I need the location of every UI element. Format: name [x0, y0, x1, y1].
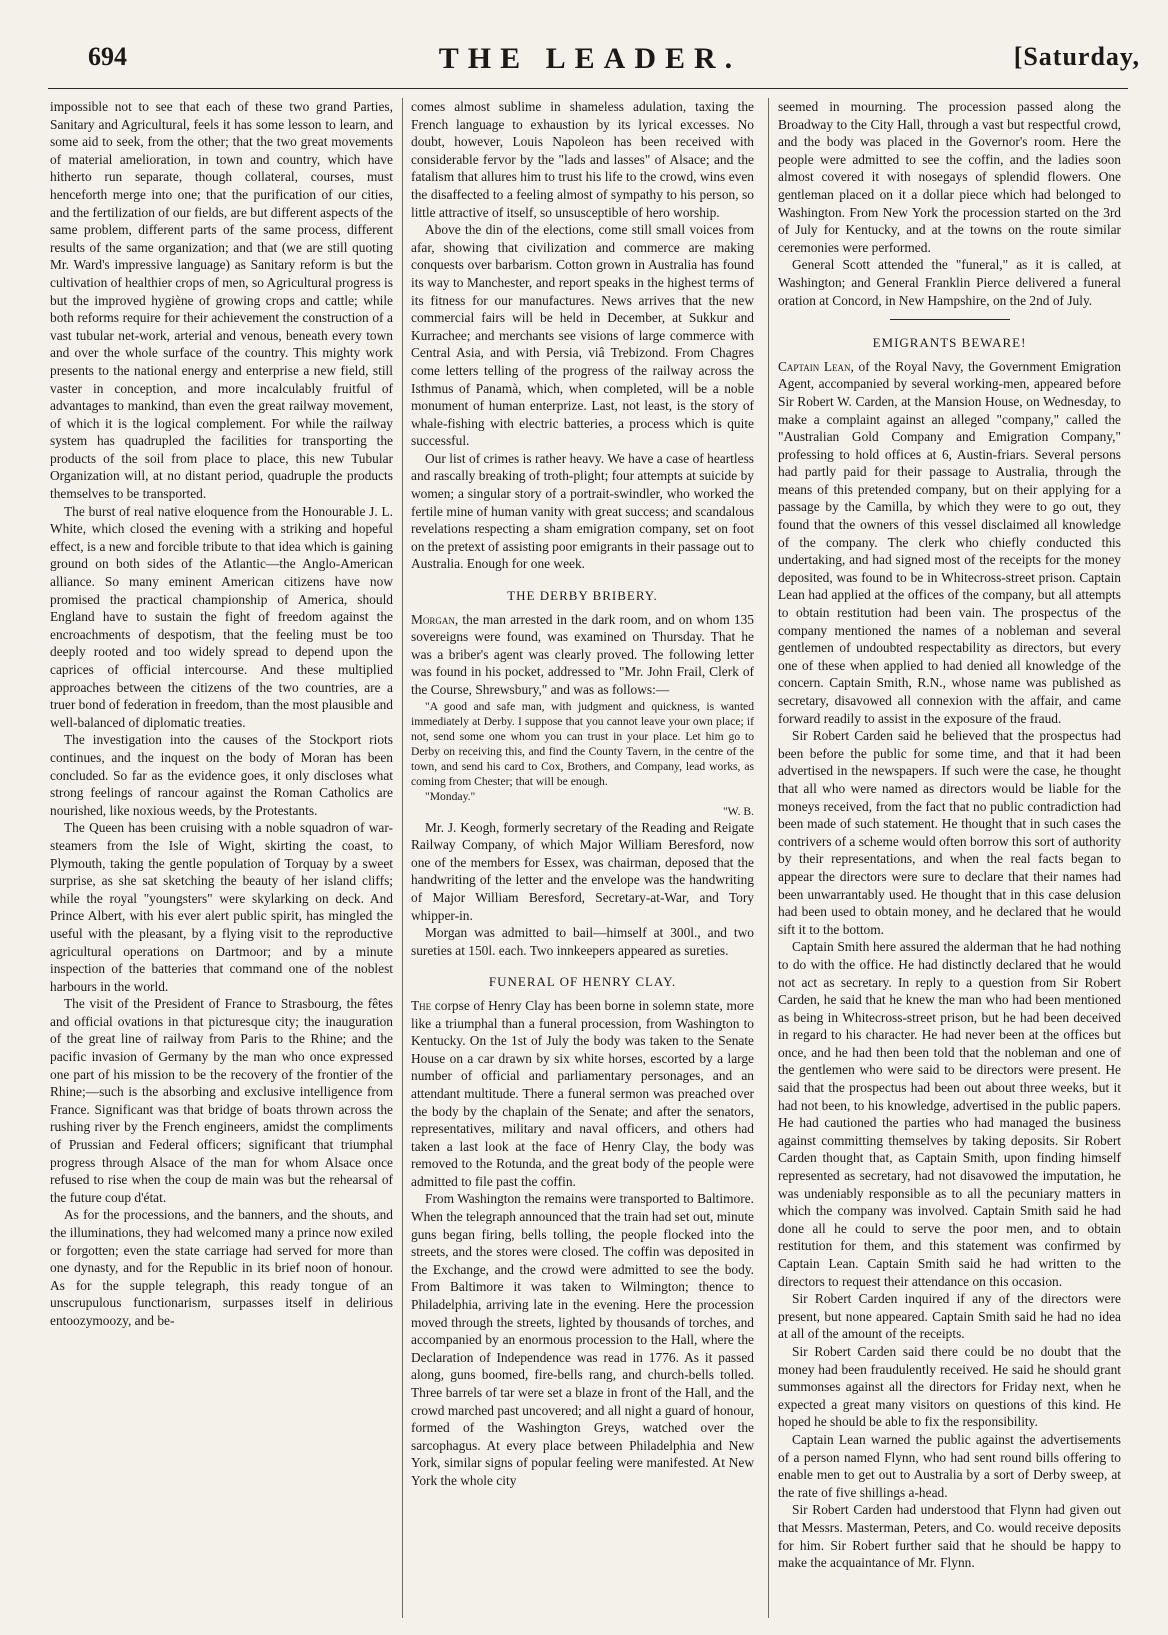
article-paragraph [778, 358, 1121, 727]
quoted-letter: "A good and safe man, with judgment and quickness, is wanted immediately at Derby. I suppose that you cannot leave your own place; if not, send some one whom you can trust in your place. Let him go to Derby on receiving this, and find the County Tavern, in the centre of the town, and send his card to Cox, Brothers, and Company, lead works, as coming from Chester; that will be enough. [411, 699, 754, 788]
paragraph: Above the din of the elections, come still small voices from afar, showing that civilization and commerce are making conquests over barbarism. Cotton grown in Australia has found its way to Manchester, and report speaks in the highest terms of its fitness for our manufactures. News arrives that the new commercial fairs will be held in December, at Sukkur and Kurrachee; and merchants see visions of large commerce with Central Asia, and with Persia, viâ Trebizond. From Chagres come letters telling of the progress of the railway across the Isthmus of Panamà, which, when completed, will be a noble monument of human enterprize. Last, not least, is the story of whale-fishing with electric batteries, a process which is quite successful. [411, 222, 754, 449]
paragraph: The Queen has been cruising with a noble squadron of war-steamers from the Isle of Wight, skirting the coast, to Plymouth, taking the gentle population of Torquay by a sweet surprise, as she sat sketching the beauty of her island cliffs; while the royal "youngsters" were skylarking on deck. And Prince Albert, with his ever alert public spirit, has mingled the useful with the pleasant, by a flying visit to the reproductive agricultural operations on Dartmoor; and by a minute inspection of the batteries that command one of the noblest harbours in the world. [50, 820, 393, 994]
letter-signature: "W. B. [722, 804, 754, 818]
paragraph: Mr. J. Keogh, formerly secretary of the Reading and Reigate Railway Company, of which Major William Beresford, now one of the members for Essex, was chairman, deposed that the handwriting of the letter and the envelope was the handwriting of Major William Beresford, Secretary-at-War, and Tory whipper-in. [411, 819, 754, 923]
paragraph: Sir Robert Carden had understood that Flynn had given out that Messrs. Masterman, Peters, and Co. would receive deposits for him. Sir Robert further said that he should be happy to make the acquaintance of Mr. Flynn. [778, 1502, 1121, 1571]
lead-word: Captain Lean, [778, 358, 854, 374]
column-right [778, 98, 1121, 1620]
masthead-title: THE LEADER. [438, 42, 742, 75]
paragraph: impossible not to see that each of these two grand Parties, Sanitary and Agricultural, feels it has some lesson to learn, and some aid to seek, from the other; that the two great movements of material amelioration, in town and country, which have hitherto run separate, though collateral, courses, must henceforth merge into one; that the purification of our cities, and the fertilization of our fields, are but different aspects of the same problem, different parts of the same process, different results of the same organization; and that (we are still quoting Mr. Ward's impressive language) as Sanitary reform is but the cultivation of healthier crops of men, so Agricultural progress is but the improved hygiène of growing crops and cattle; while both reforms require for their achievement the construction of a vast tubular net-work, arterial and venous, beneath every town and over the whole surface of the country. This mighty work presents to the national energy and enterprise a new field, still vaster in conception, and more incalculably fruitful of advantages to mankind, than even the great railway movement, of which it is the logical complement. For while the railway system has quadrupled the facilities for transporting the products of the soil from place to place, this new Tubular Organization will, at no distant period, quadruple the products themselves to be transported. [50, 99, 393, 502]
paragraph: The investigation into the causes of the Stockport riots continues, and the inquest on the body of Moran has been concluded. So far as the evidence goes, it only discloses what strong feelings of rancour against the Roman Catholics are nourished, like noxious weeds, by the Protestants. [50, 732, 393, 818]
paragraph: From Washington the remains were transported to Baltimore. When the telegraph announced that the train had set out, minute guns began firing, bells tolling, the people flocked into the streets, and the stores were closed. The coffin was deposited in the Exchange, and the crowd were admitted to see the body. From Baltimore it was taken to Wilmington; thence to Philadelphia, arriving late in the evening. Here the procession moved through the streets, lighted by thousands of torches, and accompanied by an enormous procession to the Hall, where the Declaration of Independence was read in 1776. As it passed along, guns boomed, fire-bells rang, and church-bells tolled. Three barrels of tar were set a blaze in front of the Hall, and the crowd marched past uncovered; and all night a guard of honour, formed of the Washington Greys, watched over the sarcophagus. At every place between Philadelphia and New York, similar signs of popular feeling were manifested. At New York the whole city [411, 1191, 754, 1488]
section-heading-emigrants: EMIGRANTS BEWARE! [872, 335, 1027, 351]
lead-word: Morgan, [411, 611, 459, 627]
page-header [40, 42, 1140, 88]
column-middle [411, 98, 754, 1620]
paragraph: seemed in mourning. The procession passed along the Broadway to the City Hall, through a vast but respectful crowd, and the body was placed in the Governor's room. Here the people were admitted to see the coffin, and the ladies soon almost covered it with nosegays of splendid flowers. One gentleman placed on it a dollar piece which had belonged to Washington. From New York the procession started on the 3rd of July for Kentucky, and at the towns on the route similar ceremonies were performed. [778, 99, 1121, 255]
letter-day: "Monday." [425, 789, 476, 803]
issue-day: [Saturday, [1013, 42, 1140, 71]
article-paragraph [411, 997, 754, 1191]
paragraph-text: of the Royal Navy, the Government Emigration Agent, accompanied by several working-men, appeared before Sir Robert W. Carden, at the Mansion House, on Wednesday, to make a complaint against an alleged "company," called the "Australian Gold Company and Emigration Company," professing to hold offices at 6, Austin-friars. Several persons had partly paid for their passage to Australia, through the means of this pretended company, but on their applying for a passage by the Camilla, by which they were to go out, they found that the owners of this vessel disclaimed all knowledge of the company. The clerk who chiefly conducted this undertaking, and had signed most of the receipts for the money deposited, was found to be in Whitecross-street prison. Captain Lean had applied at the offices of the company, but all attempts to obtain restitution had been vain. The prospectus of the company mentioned the names of a nobleman and several gentlemen of undoubted respectability as directors, but every one of these when applied to had denied all knowledge of the concern. Captain Smith, R.N., whose name was published as secretary, disavowed all connexion with the affair, and came forward readily to assist in the exposure of the fraud. [778, 358, 1121, 726]
header-rule [48, 88, 1128, 89]
paragraph: The burst of real native eloquence from the Honourable J. L. White, which closed the evening with a striking and hopeful effect, is a new and forcible tribute to that idea which is gaining ground on both sides of the Atlantic—the Anglo-American alliance. So many eminent American citizens have now promised the practical championship of America, should England have to sustain the fight of freedom against the encroachments of despotism, that the feeling must be too deeply rooted and too widely spread to depend upon the caprices of official intercourse. And these multiplied approaches between the citizens of the two countries, are a truer bond of federation in freedom, than the most plausible and well-balanced of diplomatic treaties. [50, 503, 393, 730]
paragraph: General Scott attended the "funeral," as it is called, at Washington; and General Franklin Pierce delivered a funeral oration at Concord, in New Hampshire, on the 2nd of July. [778, 257, 1121, 308]
paragraph: Our list of crimes is rather heavy. We have a case of heartless and rascally breaking of troth-plight; four attempts at suicide by women; a singular story of a portrait-swindler, who worked the fertile mine of human vanity with great success; and scandalous revelations respecting a sham emigration company, set on foot on the pretext of assisting poor emigrants in their passage out to Australia. Enough for one week. [411, 450, 754, 572]
paragraph: Captain Smith here assured the alderman that he had nothing to do with the office. He had distinctly declared that he would not act as secretary. In reply to a question from Sir Robert Carden, he said that he knew the man who had been mentioned as being in Whitecross-street prison, but he had been deceived in regard to his character. He had never been at the offices but once, and he had then been told that the nobleman and one of the gentlemen who were said to be directors were present. He said that the prospectus had been out about three weeks, but it had not been, to his knowledge, advertised in the public papers. He had cautioned the parties who had managed the business against committing themselves by taking deposits. Sir Robert Carden thought that, as Captain Smith, upon finding himself represented as secretary, had not disavowed the imputation, he was undeniably responsible as to all the pecuniary matters in which the company was involved. Captain Smith said he had done all he could to serve the poor men, and to obtain restitution for them, and this statement was confirmed by Captain Lean. Captain Smith said he had written to the directors to request their attendance on this occasion. [778, 939, 1121, 1289]
paragraph: Sir Robert Carden said there could be no doubt that the money had been fraudulently received. He said he should grant summonses against all the directors for Friday next, when he expected a great many visitors on questions of this kind. He hoped he should be able to fix the responsibility. [778, 1343, 1121, 1430]
column-left [50, 98, 393, 1620]
paragraph-text: corpse of Henry Clay has been borne in solemn state, more like a triumphal than a funeral procession, from Washington to Kentucky. On the 1st of July the body was taken to the Senate House on a car drawn by six white horses, escorted by a large number of official and parliamentary personages, and an attendant multitude. There a funeral sermon was preached over the body by the chaplain of the Senate; and after the senators, representatives, military and naval officers, and others had taken a last look at the face of Henry Clay, the body was removed to the Rotunda, and the great body of the people were admitted to file past the coffin. [411, 997, 754, 1189]
paragraph: Captain Lean warned the public against the advertisements of a person named Flynn, who had sent round bills offering to enable men to get out to Australia by a sort of Derby sweep, at the rate of five shillings a-head. [778, 1431, 1121, 1500]
section-rule [890, 319, 1010, 320]
paragraph: comes almost sublime in shameless adulation, taxing the French language to exhaustion by its lyrical excesses. No doubt, however, Louis Napoleon has been received with considerable fervor by the "lads and lasses" of Alsace; and the fatalism that allures him to trust his life to the crowd, wins even the disaffected to a feeling almost of sympathy to his person, so little attractive of itself, so unsusceptible of hero worship. [411, 99, 754, 220]
page-number: 694 [88, 42, 127, 71]
paragraph: The visit of the President of France to Strasbourg, the fêtes and official ovations in that picturesque city; the inauguration of the great line of railway from Paris to the Rhine; and the pacific invasion of Germany by the man who once expressed one part of his mission to be the recovery of the frontier of the Rhine;—such is the absorbing and exclusive intelligence from France. Significant was that bridge of boats thrown across the rushing river by the French engineers, amidst the compliments of Prussian and Federal officers; significant that triumphal progress through Alsace of the man for whom Alsace once refused to rise when the coup de main was but the rehearsal of the future coup d'état. [50, 996, 393, 1205]
section-heading-funeral: FUNERAL OF HENRY CLAY. [488, 974, 677, 990]
lead-word: The [411, 997, 432, 1013]
article-paragraph [411, 611, 754, 699]
column-divider [402, 98, 403, 1618]
paragraph: Sir Robert Carden said he believed that the prospectus had been before the public for some time, and that it had been advertised in the newspapers. If such were the case, he thought that all who were named as directors would be liable for the moneys received, from the fact that no public contradiction had been made of such statement. He thought that in such cases the contrivers of a scheme would often borrow this sort of authority by their representations, and when the real facts began to appear the directors were sure to declare that their names had been unwarrantably used. He thought that in this case delusion had been used to obtain money, and he declared that he would sift it to the bottom. [778, 728, 1121, 937]
paragraph: Morgan was admitted to bail—himself at 300l., and two sureties at 150l. each. Two innkeepers appeared as sureties. [411, 925, 754, 958]
column-divider [768, 98, 769, 1618]
paragraph: As for the processions, and the banners, and the shouts, and the illuminations, they had welcomed many a prince now exiled or forgotten; even the state carriage had served for more than one dynasty, and for the Republic in its brief noon of honour. As for the supple telegraph, this ready tongue of an unscrupulous functionarism, surpasses itself in delirious entoozymoozy, and be- [50, 1207, 393, 1328]
paragraph-text: the man arrested in the dark room, and on whom 135 sovereigns were found, was examined on Thursday. That he was a briber's agent was clearly proved. The following letter was found in his pocket, addressed to "Mr. John Frail, Clerk of the Course, Shrewsbury," and was as follows:— [411, 611, 754, 697]
paragraph: Sir Robert Carden inquired if any of the directors were present, but none appeared. Captain Smith said he had no idea at all of the amount of the receipts. [778, 1291, 1121, 1342]
section-heading-derby-bribery: THE DERBY BRIBERY. [507, 588, 658, 604]
